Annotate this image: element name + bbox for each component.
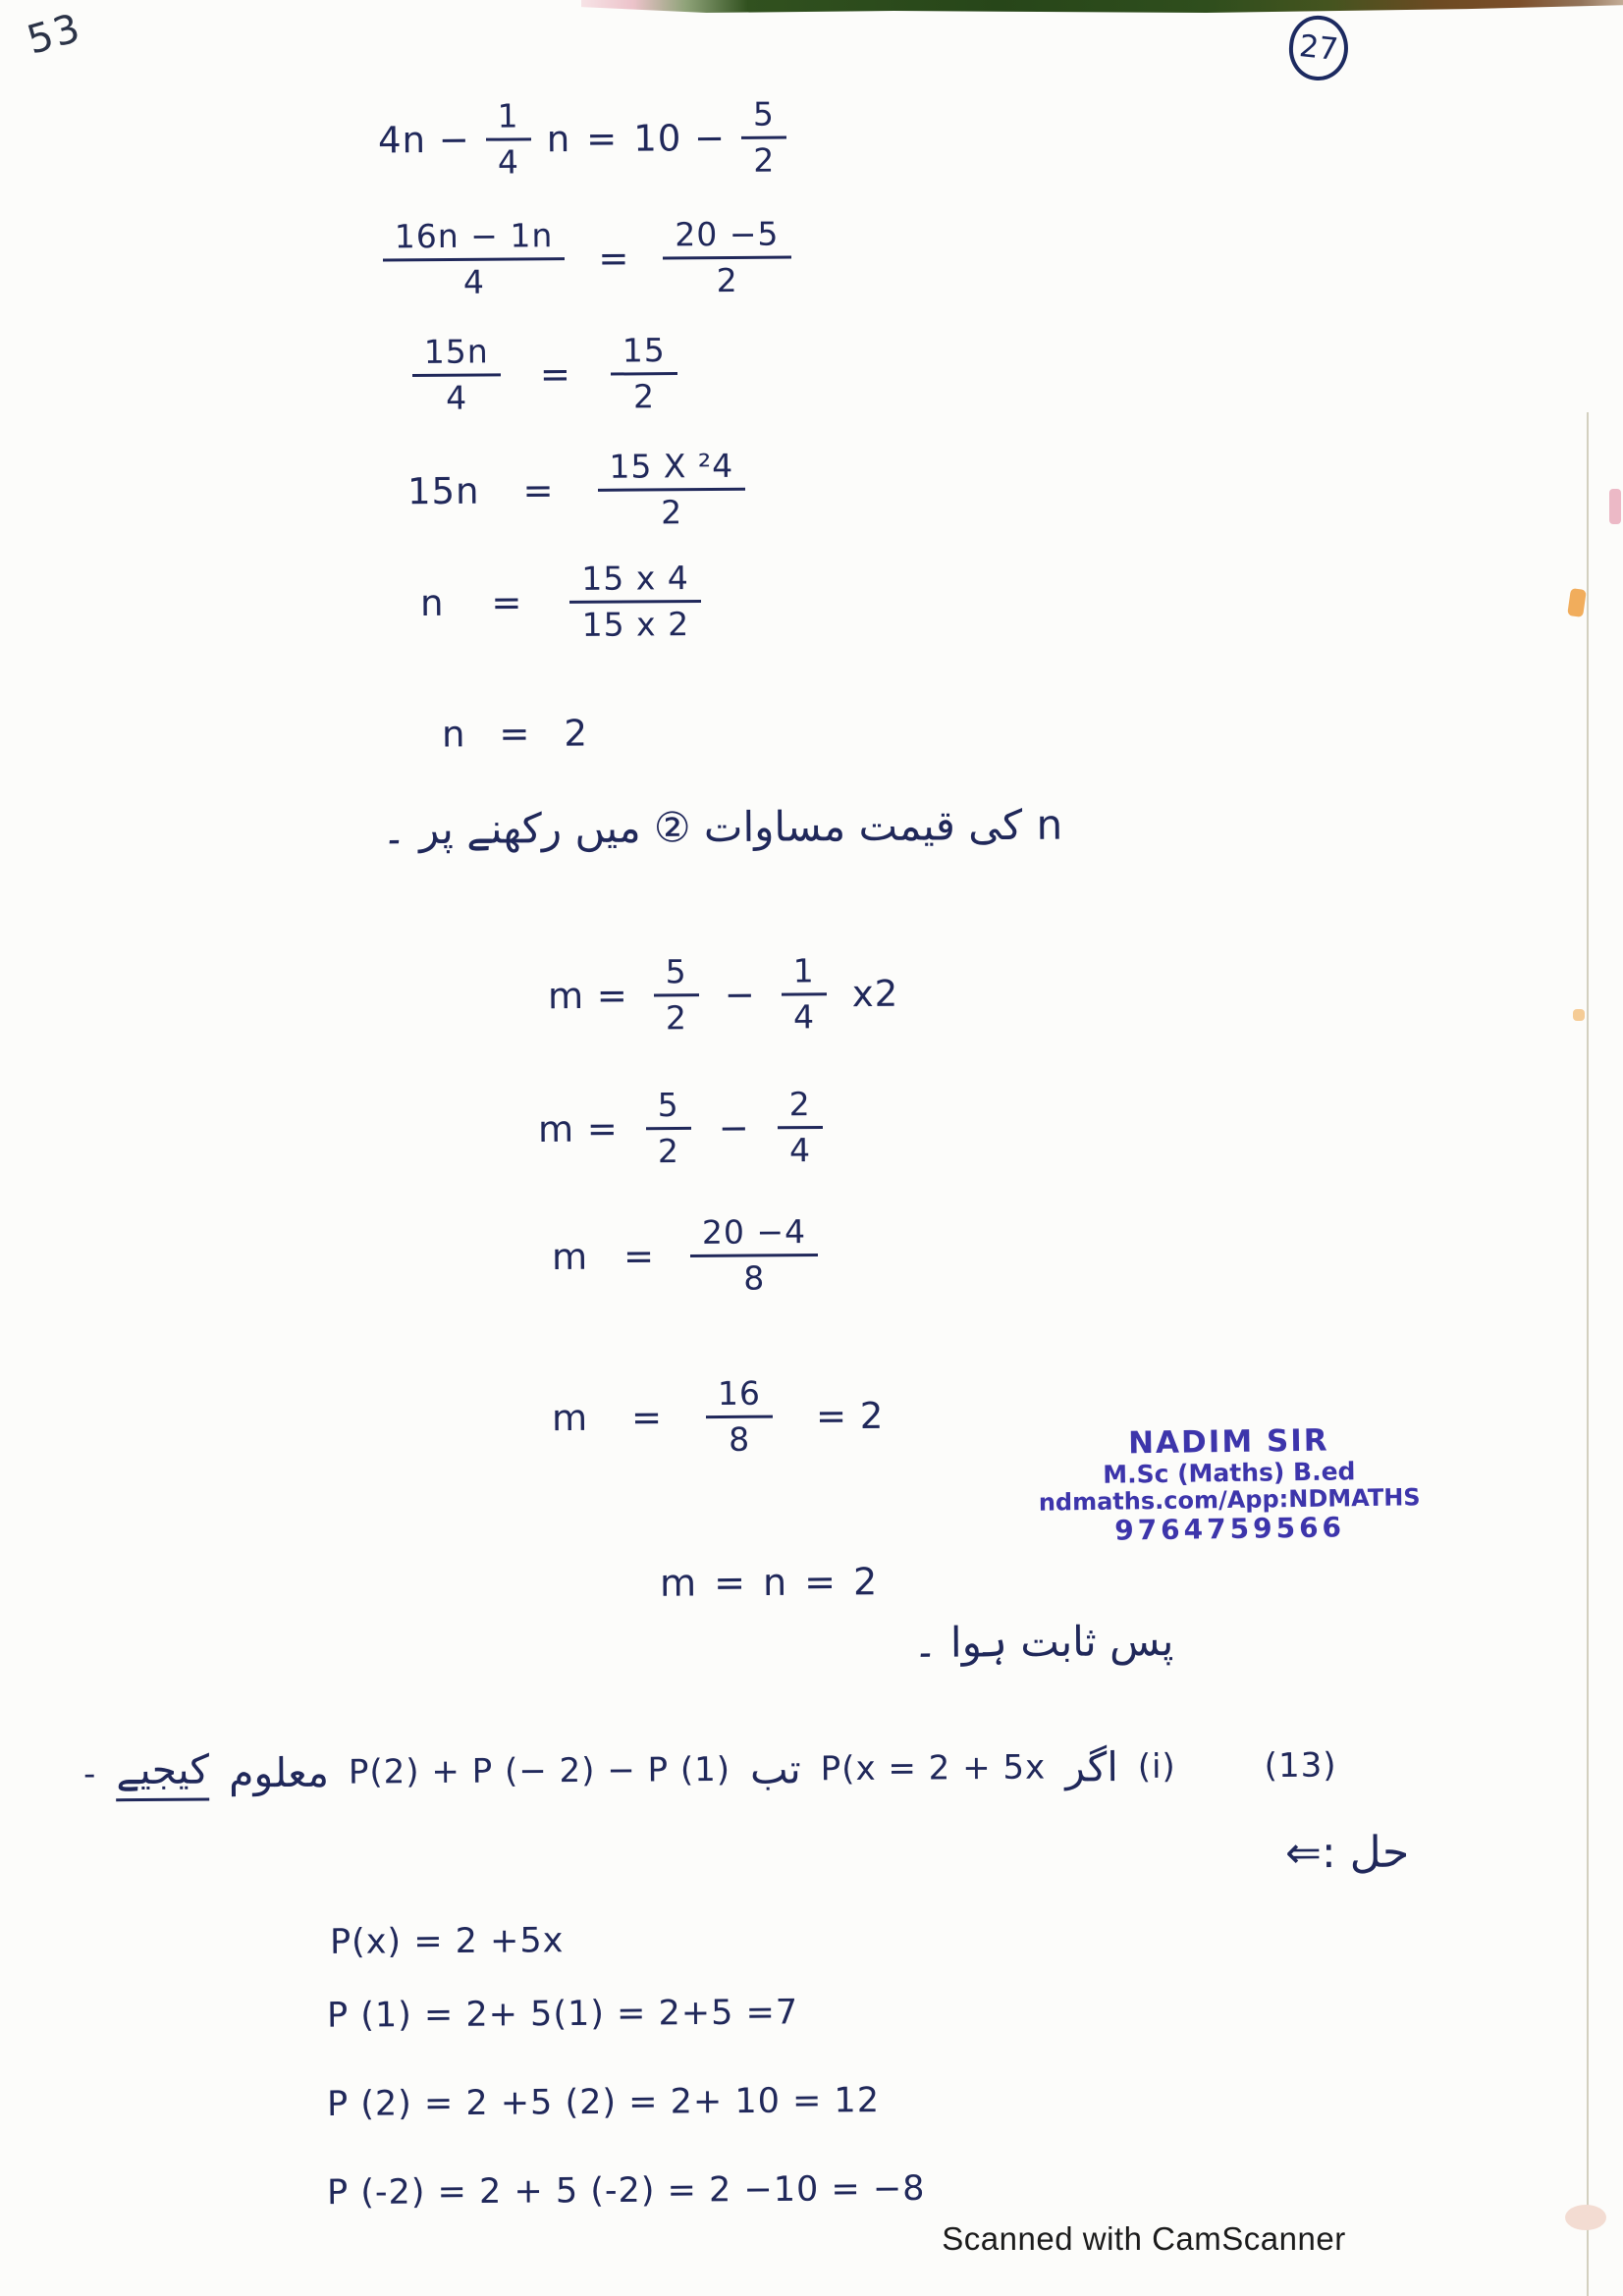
handwritten-urdu-text: حل :⇐ [1284, 1827, 1410, 1879]
fraction [597, 446, 745, 532]
fraction-numerator: 5 [741, 97, 786, 139]
handwritten-math-text: 2 [564, 712, 589, 755]
fraction-denominator: 2 [716, 260, 738, 300]
fraction-denominator: 2 [660, 493, 683, 532]
fraction-denominator: 4 [445, 378, 468, 417]
fraction-numerator: 15 x 4 [569, 561, 701, 604]
scan-smudge [1573, 1009, 1585, 1021]
fraction-denominator: 2 [657, 1131, 680, 1171]
handwritten-math-text: P (1) = 2+ 5(1) = 2+5 =7 [326, 1993, 799, 2036]
handwritten-urdu-text: کیجیے [116, 1746, 209, 1802]
scan-smudge [1567, 588, 1587, 617]
fraction-denominator: 4 [462, 262, 486, 301]
scan-smudge [1565, 2205, 1606, 2230]
handwritten-math-text: = [491, 581, 523, 624]
fraction [706, 1373, 774, 1459]
handwritten-math-text: P (-2) = 2 + 5 (-2) = 2 −10 = −8 [326, 2168, 926, 2214]
handwritten-math-text: P(2) + P (− 2) − P (1) [348, 1749, 731, 1792]
handwritten-math-text: = [622, 1235, 656, 1278]
handwritten-math-text: n [546, 118, 571, 161]
fraction-denominator: 15 x 2 [581, 605, 690, 644]
handwritten-urdu-text: معلوم [228, 1748, 330, 1796]
stamp-qualification: M.Sc (Maths) B.ed [1103, 1456, 1356, 1489]
handwritten-math-text: = [630, 1396, 664, 1440]
fraction-numerator: 20 −4 [690, 1214, 818, 1257]
handwritten-math-text: m [551, 1397, 589, 1440]
equation-line-5 [420, 561, 702, 645]
handwritten-math-text: − [724, 974, 756, 1017]
handwritten-math-text: = [598, 238, 630, 281]
handwritten-math-text: - [82, 1754, 97, 1794]
equation-line-6 [442, 712, 588, 755]
fraction-numerator: 15 [611, 333, 677, 375]
fraction [412, 334, 501, 417]
handwritten-math-text: 15n [406, 470, 480, 513]
scan-edge-artifact-top [581, 0, 1623, 13]
camscanner-watermark: Scanned with CamScanner [942, 2220, 1346, 2257]
fraction-denominator: 8 [729, 1419, 751, 1459]
fraction [778, 1087, 824, 1169]
urdu-note-hence-proved [913, 1617, 1174, 1668]
handwritten-math-text: (i) [1137, 1746, 1176, 1788]
fraction-numerator: 20 −5 [663, 217, 790, 260]
handwritten-math-text: − [718, 1106, 750, 1150]
handwritten-math-text: 4n − [377, 119, 470, 162]
fraction-denominator: 4 [792, 997, 816, 1037]
handwritten-math-text: m [551, 1236, 589, 1279]
fraction [646, 1088, 692, 1170]
handwritten-math-text: = [539, 353, 572, 397]
solution-line-p1 [327, 1993, 798, 2035]
fraction-numerator: 16 [706, 1376, 773, 1418]
fraction [663, 214, 791, 300]
fraction-numerator: 5 [646, 1088, 691, 1130]
equation-line-m1 [548, 953, 899, 1038]
fraction-numerator: 15 X ²4 [597, 449, 745, 492]
page-number-circled [1286, 13, 1352, 83]
stamp-phone: 9764759566 [1113, 1510, 1346, 1547]
handwritten-math-text: = [522, 469, 555, 512]
fraction-denominator: 2 [665, 998, 688, 1038]
handwritten-math-text: = [586, 118, 619, 161]
equation-line-4 [406, 446, 746, 533]
fraction [611, 333, 678, 415]
handwritten-urdu-text: n کی قیمت مساوات ② میں رکھنے پر ۔ [381, 800, 1064, 854]
stamp-name: NADIM SIR [1127, 1422, 1329, 1462]
equation-line-3 [412, 333, 678, 417]
fraction-denominator: 4 [788, 1131, 812, 1170]
fraction [654, 954, 700, 1037]
handwritten-math-text: P (2) = 2 +5 (2) = 2+ 10 = 12 [326, 2081, 881, 2124]
fraction [383, 218, 566, 301]
fraction-denominator: 4 [497, 142, 520, 182]
solution-heading [1285, 1828, 1410, 1881]
fraction-numerator: 1 [782, 953, 827, 995]
handwritten-math-text: P(x = 2 + 5x [820, 1747, 1047, 1789]
corner-note: 53 [22, 5, 87, 64]
handwritten-urdu-text: اگر [1065, 1742, 1118, 1790]
fraction [485, 98, 531, 181]
fraction-denominator: 2 [753, 140, 776, 180]
handwritten-math-text: m = [537, 1107, 619, 1151]
fraction [741, 94, 787, 180]
handwritten-math-text: (13) [1264, 1745, 1337, 1787]
urdu-note-substitute-n [382, 801, 1063, 855]
page-edge-line [1587, 412, 1589, 2296]
handwritten-urdu-text: پس ثابت ہوا ۔ [912, 1617, 1174, 1667]
handwritten-urdu-text: تب [749, 1744, 801, 1793]
solution-line-p2 [327, 2081, 880, 2124]
equation-line-m4 [552, 1375, 885, 1460]
fraction-denominator: 2 [632, 377, 656, 416]
teacher-stamp [1036, 1422, 1423, 1546]
equation-line-1 [377, 94, 787, 183]
fraction [782, 953, 828, 1036]
fraction [690, 1214, 819, 1298]
stamp-website: ndmaths.com/App:NDMATHS [1038, 1483, 1421, 1517]
scan-smudge [1609, 489, 1621, 524]
handwritten-math-text: = [499, 712, 531, 756]
handwritten-math-text: m = [547, 975, 628, 1018]
equation-result-m-n [660, 1560, 881, 1605]
fraction-numerator: 1 [485, 98, 530, 140]
equation-line-2 [383, 214, 791, 302]
handwritten-math-text: m = n = 2 [659, 1560, 881, 1605]
fraction-numerator: 15n [412, 334, 501, 377]
equation-line-m3 [552, 1214, 819, 1299]
solution-line-px [330, 1921, 565, 1962]
fraction-numerator: 5 [654, 954, 699, 996]
handwritten-math-text: n [441, 713, 466, 756]
handwritten-math-text: n [419, 582, 445, 625]
fraction-numerator: 16n − 1n [383, 218, 566, 261]
fraction [569, 561, 701, 644]
solution-line-p3 [327, 2169, 926, 2213]
handwritten-math-text: = 2 [815, 1395, 885, 1438]
question-13-line [83, 1738, 1337, 1802]
fraction-denominator: 8 [743, 1258, 766, 1298]
handwritten-math-text: P(x) = 2 +5x [329, 1921, 565, 1962]
handwritten-math-text: 10 − [633, 117, 727, 161]
equation-line-m2 [538, 1087, 823, 1171]
fraction-numerator: 2 [778, 1087, 823, 1129]
page-number: 27 [1297, 28, 1340, 68]
handwritten-math-text: x2 [851, 973, 899, 1016]
